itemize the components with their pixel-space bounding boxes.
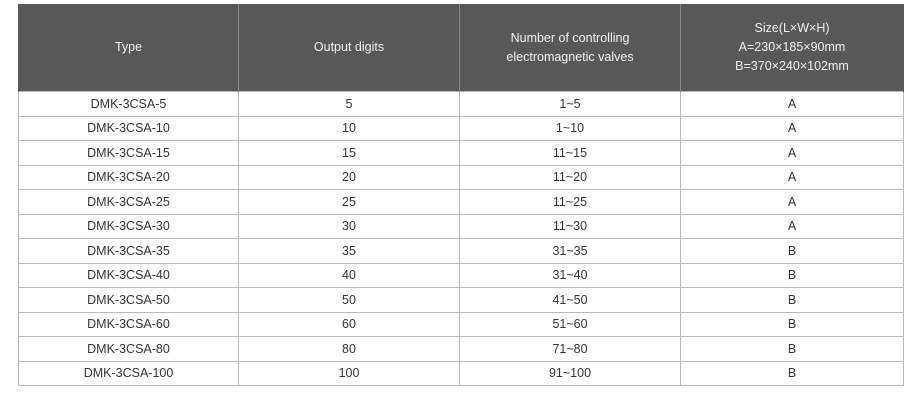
cell-valves: 11~20 — [460, 165, 681, 190]
cell-size: B — [681, 239, 904, 264]
cell-type: DMK-3CSA-20 — [19, 165, 239, 190]
cell-valves: 11~15 — [460, 141, 681, 166]
cell-size: A — [681, 141, 904, 166]
cell-output-digits: 40 — [239, 263, 460, 288]
cell-size: A — [681, 165, 904, 190]
cell-output-digits: 15 — [239, 141, 460, 166]
cell-size: A — [681, 116, 904, 141]
cell-output-digits: 50 — [239, 288, 460, 313]
header-output-digits-label: Output digits — [313, 40, 385, 54]
table-row — [19, 337, 904, 362]
cell-type: DMK-3CSA-35 — [19, 239, 239, 264]
cell-output-digits: 5 — [239, 92, 460, 117]
table-row — [19, 361, 904, 386]
table-row — [19, 116, 904, 141]
cell-type: DMK-3CSA-10 — [19, 116, 239, 141]
table-body — [19, 92, 904, 386]
cell-valves: 11~25 — [460, 190, 681, 215]
table-header — [19, 4, 904, 92]
cell-output-digits: 35 — [239, 239, 460, 264]
header-size-line-3: B=370×240×102mm — [735, 59, 849, 73]
header-valves-line-1: Number of controlling — [510, 30, 630, 45]
header-type-label: Type — [114, 40, 143, 54]
table-row — [19, 92, 904, 117]
cell-valves: 1~10 — [460, 116, 681, 141]
cell-valves: 41~50 — [460, 288, 681, 313]
table-row — [19, 165, 904, 190]
cell-size: B — [681, 288, 904, 313]
cell-output-digits: 30 — [239, 214, 460, 239]
cell-size: B — [681, 263, 904, 288]
header-type — [19, 4, 239, 92]
cell-size: B — [681, 337, 904, 362]
cell-type: DMK-3CSA-30 — [19, 214, 239, 239]
cell-output-digits: 80 — [239, 337, 460, 362]
cell-valves: 51~60 — [460, 312, 681, 337]
header-output-digits — [239, 4, 460, 92]
cell-valves: 91~100 — [460, 361, 681, 386]
cell-size: B — [681, 312, 904, 337]
cell-size: A — [681, 190, 904, 215]
cell-type: DMK-3CSA-60 — [19, 312, 239, 337]
cell-type: DMK-3CSA-50 — [19, 288, 239, 313]
cell-output-digits: 25 — [239, 190, 460, 215]
cell-valves: 31~35 — [460, 239, 681, 264]
table-row — [19, 190, 904, 215]
cell-size: A — [681, 92, 904, 117]
header-valves — [460, 4, 681, 92]
table-row — [19, 239, 904, 264]
cell-type: DMK-3CSA-25 — [19, 190, 239, 215]
header-size-line-2: A=230×185×90mm — [738, 40, 846, 54]
spec-table-container — [18, 4, 903, 386]
cell-type: DMK-3CSA-15 — [19, 141, 239, 166]
cell-type: DMK-3CSA-40 — [19, 263, 239, 288]
table-row — [19, 214, 904, 239]
header-size-line-1: Size(L×W×H) — [754, 21, 830, 35]
cell-size: A — [681, 214, 904, 239]
header-row — [19, 4, 904, 92]
table-row — [19, 288, 904, 313]
table-row — [19, 263, 904, 288]
cell-valves: 31~40 — [460, 263, 681, 288]
header-size — [681, 4, 904, 92]
cell-output-digits: 60 — [239, 312, 460, 337]
header-valves-line-2: electromagnetic valves — [506, 49, 634, 64]
spec-table — [18, 4, 904, 386]
cell-output-digits: 100 — [239, 361, 460, 386]
cell-output-digits: 10 — [239, 116, 460, 141]
cell-type: DMK-3CSA-80 — [19, 337, 239, 362]
table-row — [19, 312, 904, 337]
cell-type: DMK-3CSA-5 — [19, 92, 239, 117]
cell-valves: 71~80 — [460, 337, 681, 362]
cell-type: DMK-3CSA-100 — [19, 361, 239, 386]
cell-size: B — [681, 361, 904, 386]
table-row — [19, 141, 904, 166]
cell-output-digits: 20 — [239, 165, 460, 190]
cell-valves: 1~5 — [460, 92, 681, 117]
cell-valves: 11~30 — [460, 214, 681, 239]
